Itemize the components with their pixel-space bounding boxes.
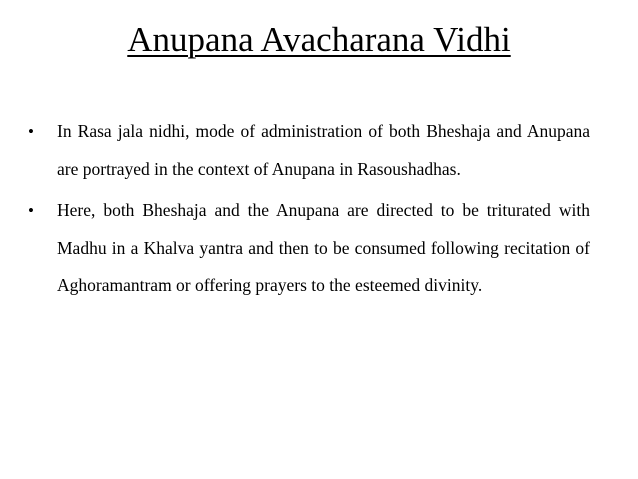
bullet-item xyxy=(28,113,590,188)
bullet-item xyxy=(28,192,590,305)
slide-title: Anupana Avacharana Vidhi xyxy=(127,20,511,59)
bullet-text: Here, both Bheshaja and the Anupana are directed to be triturated with Madhu in a Khalva yantra and then to be consumed following recitation of Aghoramantram or offering prayers to the esteemed divinity. xyxy=(57,200,590,295)
bullet-list xyxy=(28,113,590,309)
bullet-text: In Rasa jala nidhi, mode of administration of both Bheshaja and Anupana are portrayed in the context of Anupana in Rasoushadhas. xyxy=(57,121,590,179)
bullet-marker: • xyxy=(28,201,34,220)
bullet-marker: • xyxy=(28,122,34,141)
